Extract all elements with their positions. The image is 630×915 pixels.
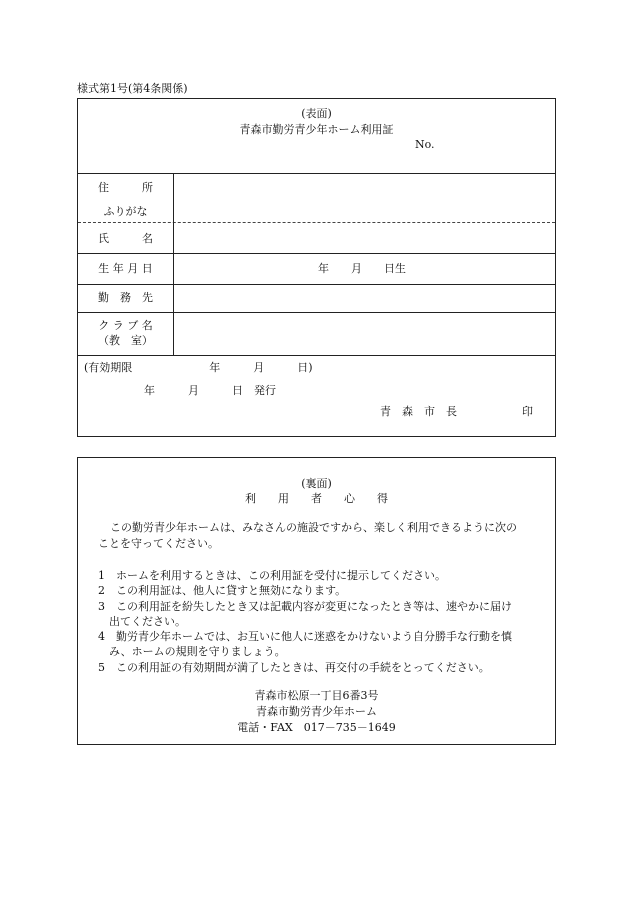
divider: [78, 253, 555, 254]
front-side-label: (表面): [301, 107, 332, 120]
divider: [78, 312, 555, 313]
club-label: ク ラ ブ 名: [98, 319, 153, 332]
birthdate-value: 年 月 日生: [318, 262, 406, 275]
dashed-divider: [78, 222, 555, 223]
furigana-label: ふりがな: [103, 205, 148, 218]
divider: [78, 173, 555, 174]
facility-address: 青森市松原一丁目6番3号: [254, 689, 379, 702]
intro-text-continued: ことを守ってください。: [98, 537, 219, 550]
intro-text: この勤労青少年ホームは、みなさんの施設ですから、楽しく利用できるように次の: [110, 521, 517, 534]
facility-name: 青森市勤労青少年ホーム: [256, 705, 377, 718]
divider: [78, 284, 555, 285]
rule-item-continued: み、ホームの規則を守りましょう。: [98, 645, 286, 658]
back-side-label: (裏面): [301, 477, 332, 490]
divider: [78, 355, 555, 356]
birthdate-label: 生 年 月 日: [98, 262, 153, 275]
rule-item-continued: 出てください。: [98, 615, 186, 628]
address-label: 住 所: [98, 181, 153, 194]
front-card: [77, 98, 556, 437]
facility-phone: 電話・FAX 017－735－1649: [237, 721, 396, 734]
rule-item: 1 ホームを利用するときは、この利用証を受付に提示してください。: [98, 569, 446, 582]
column-divider: [173, 173, 174, 355]
rule-item: 5 この利用証の有効期間が満了したときは、再交付の手続をとってください。: [98, 661, 490, 674]
rule-item: 2 この利用証は、他人に貸すと無効になります。: [98, 584, 347, 597]
rule-item: 3 この利用証を紛失したとき又は記載内容が変更になったとき等は、速やかに届け: [98, 600, 512, 613]
form-label: 様式第1号(第4条関係): [77, 82, 188, 95]
number-label: No.: [415, 138, 435, 151]
club-sublabel: （教 室）: [98, 334, 153, 347]
workplace-label: 勤 務 先: [98, 291, 153, 304]
seal-mark: 印: [522, 405, 533, 418]
rules-title: 利 用 者 心 得: [245, 492, 388, 505]
validity-period: (有効期限 年 月 日): [84, 361, 313, 374]
rule-item: 4 勤労青少年ホームでは、お互いに他人に迷惑をかけないよう自分勝手な行動を慎: [98, 630, 512, 643]
back-card: [77, 457, 556, 745]
issue-date: 年 月 日 発行: [144, 384, 276, 397]
mayor-label: 青 森 市 長: [380, 405, 457, 418]
name-label: 氏 名: [98, 232, 153, 245]
card-title: 青森市勤労青少年ホーム利用証: [239, 123, 394, 136]
